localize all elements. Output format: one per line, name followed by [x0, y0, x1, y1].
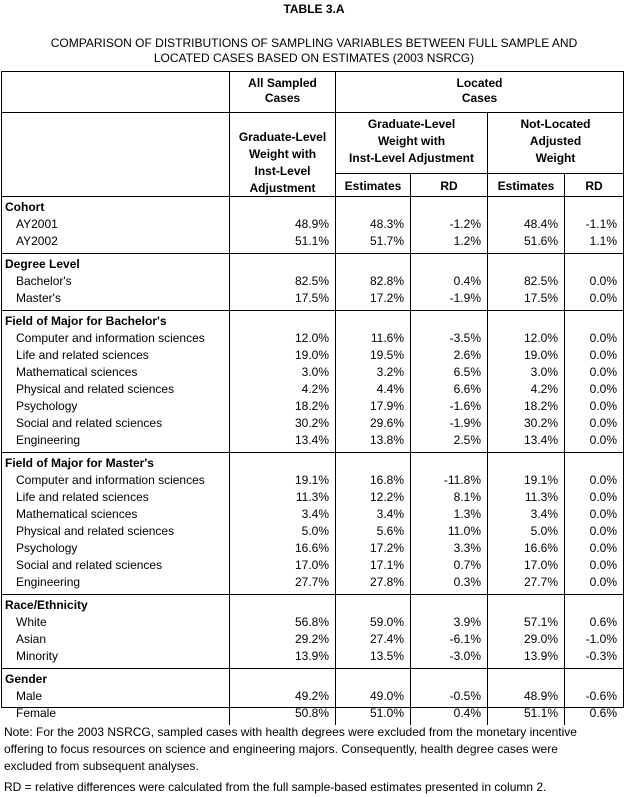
table-cell: 51.0% [369, 706, 404, 720]
table-cell: 16.8% [369, 473, 404, 487]
table-cell: 0.7% [453, 558, 481, 572]
table-cell: 12.0% [523, 331, 558, 345]
table-cell: 0.0% [589, 274, 617, 288]
section-rule [2, 668, 623, 669]
table-cell: 0.0% [589, 416, 617, 430]
col-divider [410, 310, 411, 452]
table-cell: 51.6% [523, 234, 558, 248]
col-divider [229, 310, 230, 452]
row-label: Life and related sciences [16, 490, 149, 504]
row-label: Mathematical sciences [16, 365, 138, 379]
table-cell: 0.4% [453, 706, 481, 720]
table-cell: 59.0% [369, 615, 404, 629]
row-label: Computer and information sciences [16, 473, 205, 487]
table-cell: 2.6% [453, 348, 481, 362]
table-cell: -1.2% [449, 217, 481, 231]
table-cell: 48.9% [294, 217, 329, 231]
table-cell: 82.5% [294, 274, 329, 288]
table-cell: 0.0% [589, 507, 617, 521]
subheader-estimates: Estimates [497, 179, 555, 193]
col-divider [229, 452, 230, 594]
table-cell: 3.3% [453, 541, 481, 555]
table-cell: 29.2% [294, 632, 329, 646]
subheader-rule [335, 173, 623, 174]
table-cell: 0.0% [589, 433, 617, 447]
section-title: Cohort [5, 200, 45, 214]
table-cell: 0.0% [589, 365, 617, 379]
comparison-table [1, 71, 624, 720]
table-cell: 13.9% [523, 649, 558, 663]
table-cell: 19.5% [369, 348, 404, 362]
table-cell: -11.8% [443, 473, 481, 487]
row-label: Female [16, 706, 57, 720]
row-label: AY2002 [16, 234, 58, 248]
table-cell: 11.3% [295, 490, 329, 504]
col-divider [229, 594, 230, 668]
table-cell: 17.5% [523, 291, 558, 305]
row-label: Minority [16, 649, 59, 663]
table-cell: 17.5% [294, 291, 329, 305]
footnote-line-2: offering to focus resources on science and engineering majors. Consequently, health degree cases were [4, 742, 558, 756]
table-cell: 49.2% [294, 689, 329, 703]
col-divider [564, 196, 565, 253]
header-rule-top [2, 112, 623, 113]
table-cell: 13.5% [369, 649, 404, 663]
table-cell: 51.7% [369, 234, 404, 248]
table-cell: 57.1% [523, 615, 558, 629]
table-cell: 3.9% [453, 615, 481, 629]
table-cell: 11.0% [447, 524, 481, 538]
table-cell: 16.6% [523, 541, 558, 555]
table-cell: 13.4% [523, 433, 558, 447]
subheader-rd: RD [440, 179, 458, 193]
table-subtitle [0, 36, 628, 66]
footnote-line-1: Note: For the 2003 NSRCG, sampled cases with health degrees were excluded from the monetary incentive [4, 725, 577, 739]
table-cell: 0.6% [589, 615, 617, 629]
subheader-divider [410, 173, 411, 196]
table-cell: 17.1% [369, 558, 404, 572]
table-cell: 49.0% [369, 689, 404, 703]
table-cell: 3.0% [301, 365, 329, 379]
col-divider [487, 594, 488, 668]
table-cell: 19.0% [294, 348, 329, 362]
table-cell: 48.4% [523, 217, 558, 231]
row-label: Master's [16, 291, 61, 305]
footnote [4, 724, 624, 775]
table-cell: 27.8% [369, 575, 404, 589]
table-cell: -0.6% [585, 689, 617, 703]
table-cell: 5.0% [530, 524, 558, 538]
table-cell: 3.4% [301, 507, 329, 521]
table-cell: 4.2% [530, 382, 558, 396]
col-divider [410, 594, 411, 668]
section-rule [2, 253, 623, 254]
table-cell: 13.8% [369, 433, 404, 447]
table-cell: 17.0% [294, 558, 329, 572]
row-label: Physical and related sciences [16, 524, 175, 538]
table-cell: 51.1% [523, 706, 558, 720]
table-cell: 0.4% [453, 274, 481, 288]
col-divider [335, 594, 336, 668]
row-label: Social and related sciences [16, 558, 163, 572]
col-divider [487, 668, 488, 725]
table-cell: -6.1% [449, 632, 481, 646]
subheader-estimates: Estimates [344, 179, 402, 193]
section-title: Field of Major for Bachelor's [5, 314, 167, 328]
subtitle-line-1: COMPARISON OF DISTRIBUTIONS OF SAMPLING VARIABLES BETWEEN FULL SAMPLE AND [50, 36, 578, 50]
table-cell: 1.1% [589, 234, 617, 248]
table-cell: 51.1% [294, 234, 329, 248]
table-cell: 13.9% [294, 649, 329, 663]
col-divider [487, 196, 488, 253]
col-divider [229, 668, 230, 725]
table-cell: 0.0% [589, 399, 617, 413]
table-cell: 18.2% [523, 399, 558, 413]
table-cell: 0.3% [453, 575, 481, 589]
row-label: Physical and related sciences [16, 382, 175, 396]
table-cell: -1.1% [585, 217, 617, 231]
table-cell: 82.5% [523, 274, 558, 288]
table-cell: 19.0% [523, 348, 558, 362]
section-title: Race/Ethnicity [5, 598, 88, 612]
col-divider [335, 253, 336, 310]
table-cell: 19.1% [523, 473, 558, 487]
table-cell: 82.8% [369, 274, 404, 288]
table-cell: 5.6% [376, 524, 404, 538]
table-cell: 0.0% [589, 490, 617, 504]
table-cell: 17.2% [369, 291, 404, 305]
row-label: Psychology [16, 541, 78, 555]
table-cell: 27.4% [369, 632, 404, 646]
table-cell: 0.0% [589, 348, 617, 362]
row-label: Bachelor's [16, 274, 72, 288]
col-divider [410, 196, 411, 253]
table-cell: 11.6% [370, 331, 404, 345]
table-cell: 1.2% [453, 234, 481, 248]
table-cell: 5.0% [301, 524, 329, 538]
table-cell: 12.0% [294, 331, 329, 345]
table-cell: 17.0% [523, 558, 558, 572]
col-divider [487, 452, 488, 594]
table-cell: 0.0% [589, 331, 617, 345]
subheader-rd: RD [585, 179, 603, 193]
table-cell: 1.3% [453, 507, 481, 521]
table-cell: 12.2% [369, 490, 404, 504]
row-label: Engineering [16, 575, 81, 589]
table-cell: 6.6% [453, 382, 481, 396]
section-rule [2, 452, 623, 453]
table-cell: -3.0% [449, 649, 481, 663]
section-rule [2, 594, 623, 595]
table-cell: 4.4% [376, 382, 404, 396]
rd-note: RD = relative differences were calculated from the full sample-based estimates presented in column 2. [4, 780, 547, 794]
table-cell: 3.0% [530, 365, 558, 379]
table-cell: -1.6% [449, 399, 481, 413]
row-label: Computer and information sciences [16, 331, 205, 345]
col-divider [564, 668, 565, 725]
table-cell: 0.0% [589, 291, 617, 305]
subtitle-line-2: LOCATED CASES BASED ON ESTIMATES (2003 NSRCG) [153, 51, 475, 65]
table-cell: 0.0% [589, 473, 617, 487]
table-cell: -0.3% [585, 649, 617, 663]
table-cell: 3.4% [376, 507, 404, 521]
header-graduate-level-adjustment: Graduate-Level Weight with Inst-Level Adjustment [349, 117, 474, 165]
row-label: Asian [16, 632, 47, 646]
table-cell: 6.5% [453, 365, 481, 379]
table-cell: 19.1% [294, 473, 329, 487]
header-graduate-level-weight: Graduate-Level Weight with Inst-Level Adjustment [238, 130, 327, 195]
col-divider [564, 594, 565, 668]
col-divider [335, 452, 336, 594]
row-label: Life and related sciences [16, 348, 149, 362]
table-cell: 18.2% [294, 399, 329, 413]
table-cell: 0.0% [589, 524, 617, 538]
table-title: TABLE 3.A [283, 2, 345, 16]
table-cell: 56.8% [294, 615, 329, 629]
col-divider [564, 310, 565, 452]
table-cell: 2.5% [453, 433, 481, 447]
col-divider [410, 452, 411, 594]
section-title: Degree Level [5, 257, 80, 271]
table-cell: 13.4% [294, 433, 329, 447]
table-cell: 0.6% [589, 706, 617, 720]
table-cell: 4.2% [301, 382, 329, 396]
row-label: AY2001 [16, 217, 58, 231]
table-cell: 0.0% [589, 382, 617, 396]
col-divider [335, 196, 336, 253]
col-divider [229, 253, 230, 310]
col-divider [410, 253, 411, 310]
table-cell: -1.9% [449, 416, 481, 430]
table-cell: -1.0% [585, 632, 617, 646]
col-divider [564, 452, 565, 594]
table-cell: 17.9% [369, 399, 404, 413]
table-cell: 30.2% [523, 416, 558, 430]
header-rule-bottom [2, 196, 623, 197]
table-cell: 48.9% [523, 689, 558, 703]
row-label: Mathematical sciences [16, 507, 138, 521]
row-label: Psychology [16, 399, 78, 413]
col-divider [229, 196, 230, 253]
table-cell: 27.7% [294, 575, 329, 589]
table-cell: 29.0% [523, 632, 558, 646]
header-all-sampled: All Sampled Cases [248, 76, 317, 105]
table-cell: 29.6% [369, 416, 404, 430]
subheader-divider [564, 173, 565, 196]
row-label: Engineering [16, 433, 81, 447]
table-cell: 8.1% [453, 490, 481, 504]
section-title: Gender [5, 672, 48, 686]
table-cell: 17.2% [369, 541, 404, 555]
section-title: Field of Major for Master's [5, 456, 154, 470]
table-cell: 3.2% [376, 365, 404, 379]
col-divider [410, 668, 411, 725]
col-divider [487, 253, 488, 310]
table-cell: 30.2% [294, 416, 329, 430]
col-divider [487, 310, 488, 452]
footnote-line-3: excluded from subsequent analyses. [4, 759, 199, 773]
col-divider [335, 668, 336, 725]
row-label: Social and related sciences [16, 416, 163, 430]
table-cell: -0.5% [449, 689, 481, 703]
table-cell: 0.0% [589, 575, 617, 589]
table-cell: 0.0% [589, 541, 617, 555]
col-divider [335, 310, 336, 452]
table-cell: 16.6% [294, 541, 329, 555]
section-rule [2, 310, 623, 311]
row-label: Male [16, 689, 43, 703]
col-divider [564, 253, 565, 310]
table-cell: -3.5% [449, 331, 481, 345]
table-cell: 11.3% [524, 490, 558, 504]
table-cell: 27.7% [523, 575, 558, 589]
header-not-located-weight: Not-Located Adjusted Weight [520, 117, 591, 165]
row-label: White [16, 615, 47, 629]
table-cell: -1.9% [449, 291, 481, 305]
table-cell: 50.8% [294, 706, 329, 720]
table-cell: 0.0% [589, 558, 617, 572]
table-cell: 3.4% [530, 507, 558, 521]
header-located: Located Cases [456, 76, 503, 105]
table-cell: 48.3% [369, 217, 404, 231]
